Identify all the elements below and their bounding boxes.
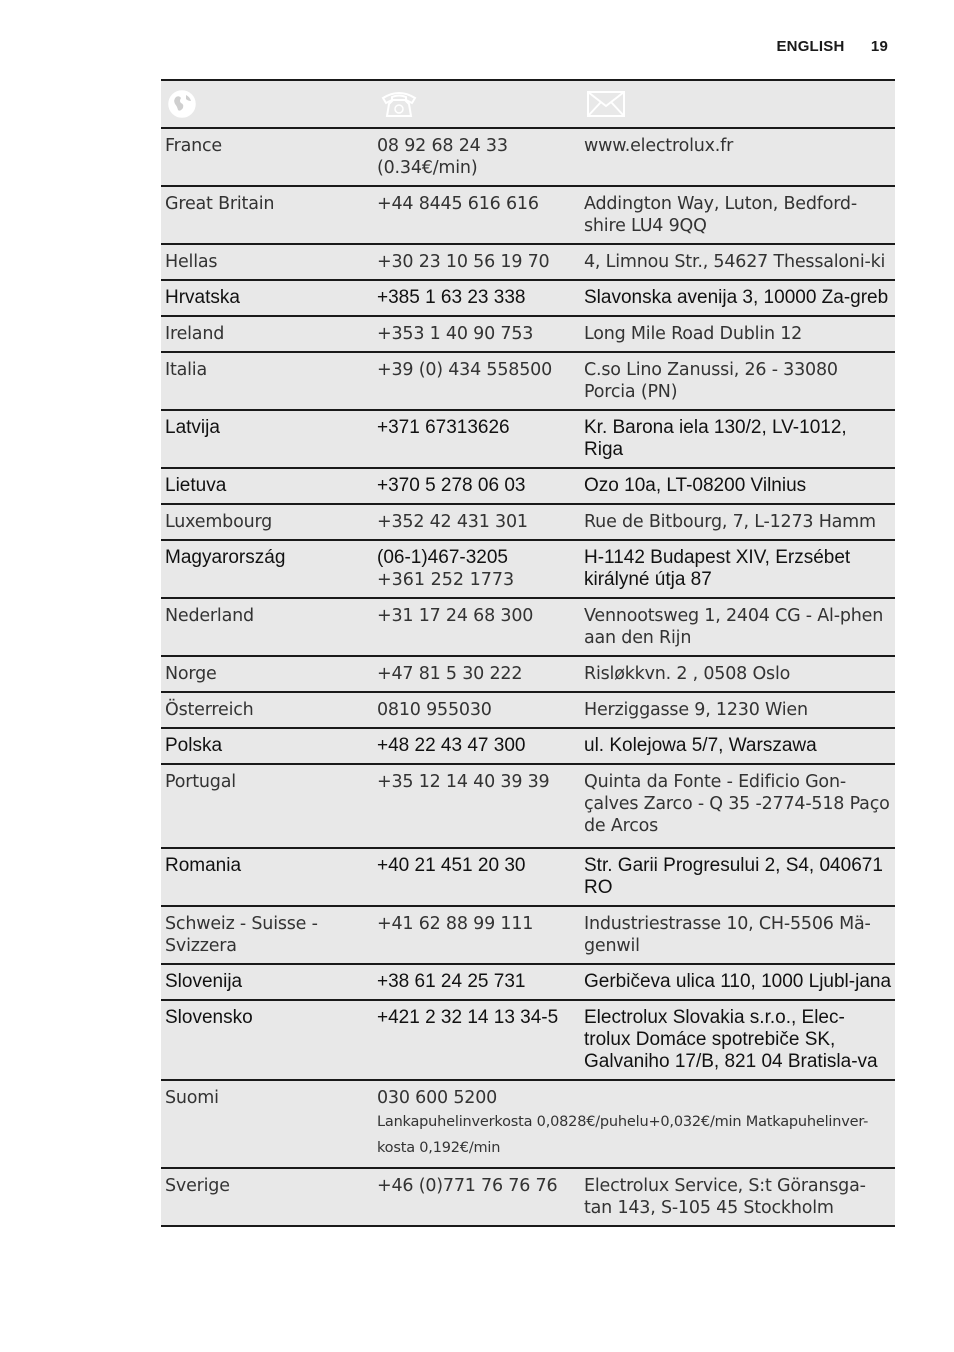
table-row [161,128,895,186]
phone-cell: +47 81 5 30 222 [373,656,580,692]
phone-cell: +40 21 451 20 30 [373,848,580,906]
envelope-icon [586,88,626,120]
phone-cell: +41 62 88 99 111 [373,906,580,964]
country-cell: Hellas [161,244,373,280]
address-cell: Rue de Bitbourg, 7, L-1273 Hamm [580,504,895,540]
address-cell: Str. Garii Progresului 2, S4, 040671 RO [580,848,895,906]
globe-icon [167,89,197,119]
country-cell: Slovensko [161,1000,373,1080]
table-row [161,244,895,280]
phone-secondary: +361 252 1773 [377,570,515,590]
country-cell: Suomi [161,1080,373,1168]
country-cell: Magyarország [161,540,373,598]
table-row [161,692,895,728]
table-row [161,906,895,964]
phone-cell: 08 92 68 24 33 (0.34€/min) [373,128,580,186]
address-cell: Herziggasse 9, 1230 Wien [580,692,895,728]
phone-cell: +39 (0) 434 558500 [373,352,580,410]
table-row [161,1000,895,1080]
address-cell: H-1142 Budapest XIV, Erzsébet királyné útja 87 [580,540,895,598]
address-cell: Quinta da Fonte - Edificio Gon-çalves Zarco - Q 35 -2774-518 Paço de Arcos [580,764,895,848]
country-cell: Polska [161,728,373,764]
country-cell: Schweiz - Suisse - Svizzera [161,906,373,964]
table-row [161,280,895,316]
phone-cell: +48 22 43 47 300 [373,728,580,764]
telephone-icon [379,88,419,120]
address-cell: Gerbičeva ulica 110, 1000 Ljubl-jana [580,964,895,1000]
phone-cell: +352 42 431 301 [373,504,580,540]
table-row [161,540,895,598]
table-row [161,1168,895,1226]
table-row [161,316,895,352]
table-row [161,598,895,656]
table-row [161,352,895,410]
tariff-note: Lankapuhelinverkosta 0,0828€/puhelu+0,032€/min Matkapuhelinver-kosta 0,192€/min [377,1114,869,1156]
table-row [161,468,895,504]
address-cell: C.so Lino Zanussi, 26 - 33080 Porcia (PN) [580,352,895,410]
country-cell: Österreich [161,692,373,728]
address-cell: Risløkkvn. 2 , 0508 Oslo [580,656,895,692]
phone-cell: +44 8445 616 616 [373,186,580,244]
phone-column-header [373,80,580,128]
table-row [161,504,895,540]
page-number: 19 [870,38,888,55]
phone-cell: +370 5 278 06 03 [373,468,580,504]
phone-cell [373,1080,895,1168]
address-cell: Electrolux Slovakia s.r.o., Elec-trolux Domáce spotrebiče SK, Galvaniho 17/B, 821 04 Bratisla-va [580,1000,895,1080]
table-row [161,656,895,692]
address-cell: Addington Way, Luton, Bedford-shire LU4 9QQ [580,186,895,244]
table-header-row [161,80,895,128]
address-cell: Vennootsweg 1, 2404 CG - Al-phen aan den Rijn [580,598,895,656]
language-label: ENGLISH [776,38,845,55]
phone-cell: +46 (0)771 76 76 76 [377,1176,558,1196]
country-cell: Portugal [161,764,373,848]
phone-cell: +35 12 14 40 39 39 [373,764,580,848]
country-cell: Nederland [161,598,373,656]
table-row [161,410,895,468]
address-column-header [580,80,895,128]
address-cell: 4, Limnou Str., 54627 Thessaloni-ki [580,244,895,280]
phone-cell: +38 61 24 25 731 [373,964,580,1000]
country-cell: Norge [161,656,373,692]
country-cell: Latvija [161,410,373,468]
phone-cell: +385 1 63 23 338 [373,280,580,316]
address-cell: Kr. Barona iela 130/2, LV-1012, Riga [580,410,895,468]
address-cell: Electrolux Service, S:t Göransga-tan 143, S-105 45 Stockholm [584,1176,866,1218]
phone-cell: +31 17 24 68 300 [373,598,580,656]
address-cell: Ozo 10a, LT-08200 Vilnius [580,468,895,504]
contact-table [161,79,895,1227]
country-cell: Luxembourg [161,504,373,540]
phone-cell: +353 1 40 90 753 [373,316,580,352]
country-cell: Italia [161,352,373,410]
phone-primary: (06-1)467-3205 [377,547,508,568]
country-cell: Hrvatska [161,280,373,316]
address-cell: www.electrolux.fr [580,128,895,186]
country-cell: France [161,128,373,186]
address-cell: ul. Kolejowa 5/7, Warszawa [580,728,895,764]
page-header [776,38,888,55]
country-cell: Slovenija [161,964,373,1000]
address-cell: Slavonska avenija 3, 10000 Za-greb [580,280,895,316]
table-row [161,848,895,906]
phone-number: 030 600 5200 [377,1088,498,1108]
address-cell: Long Mile Road Dublin 12 [580,316,895,352]
table-row [161,186,895,244]
phone-cell: +421 2 32 14 13 34-5 [373,1000,580,1080]
country-cell: Lietuva [161,468,373,504]
address-cell: Industriestrasse 10, CH-5506 Mä-genwil [580,906,895,964]
table-row [161,764,895,848]
country-cell: Ireland [161,316,373,352]
phone-cell [373,540,580,598]
country-cell: Great Britain [161,186,373,244]
country-cell: Romania [161,848,373,906]
table-row [161,964,895,1000]
phone-cell: +30 23 10 56 19 70 [373,244,580,280]
country-column-header [161,80,373,128]
table-row-suomi [161,1080,895,1168]
table-row [161,728,895,764]
phone-cell: +371 67313626 [373,410,580,468]
country-cell: Sverige [165,1176,230,1196]
phone-cell: 0810 955030 [373,692,580,728]
